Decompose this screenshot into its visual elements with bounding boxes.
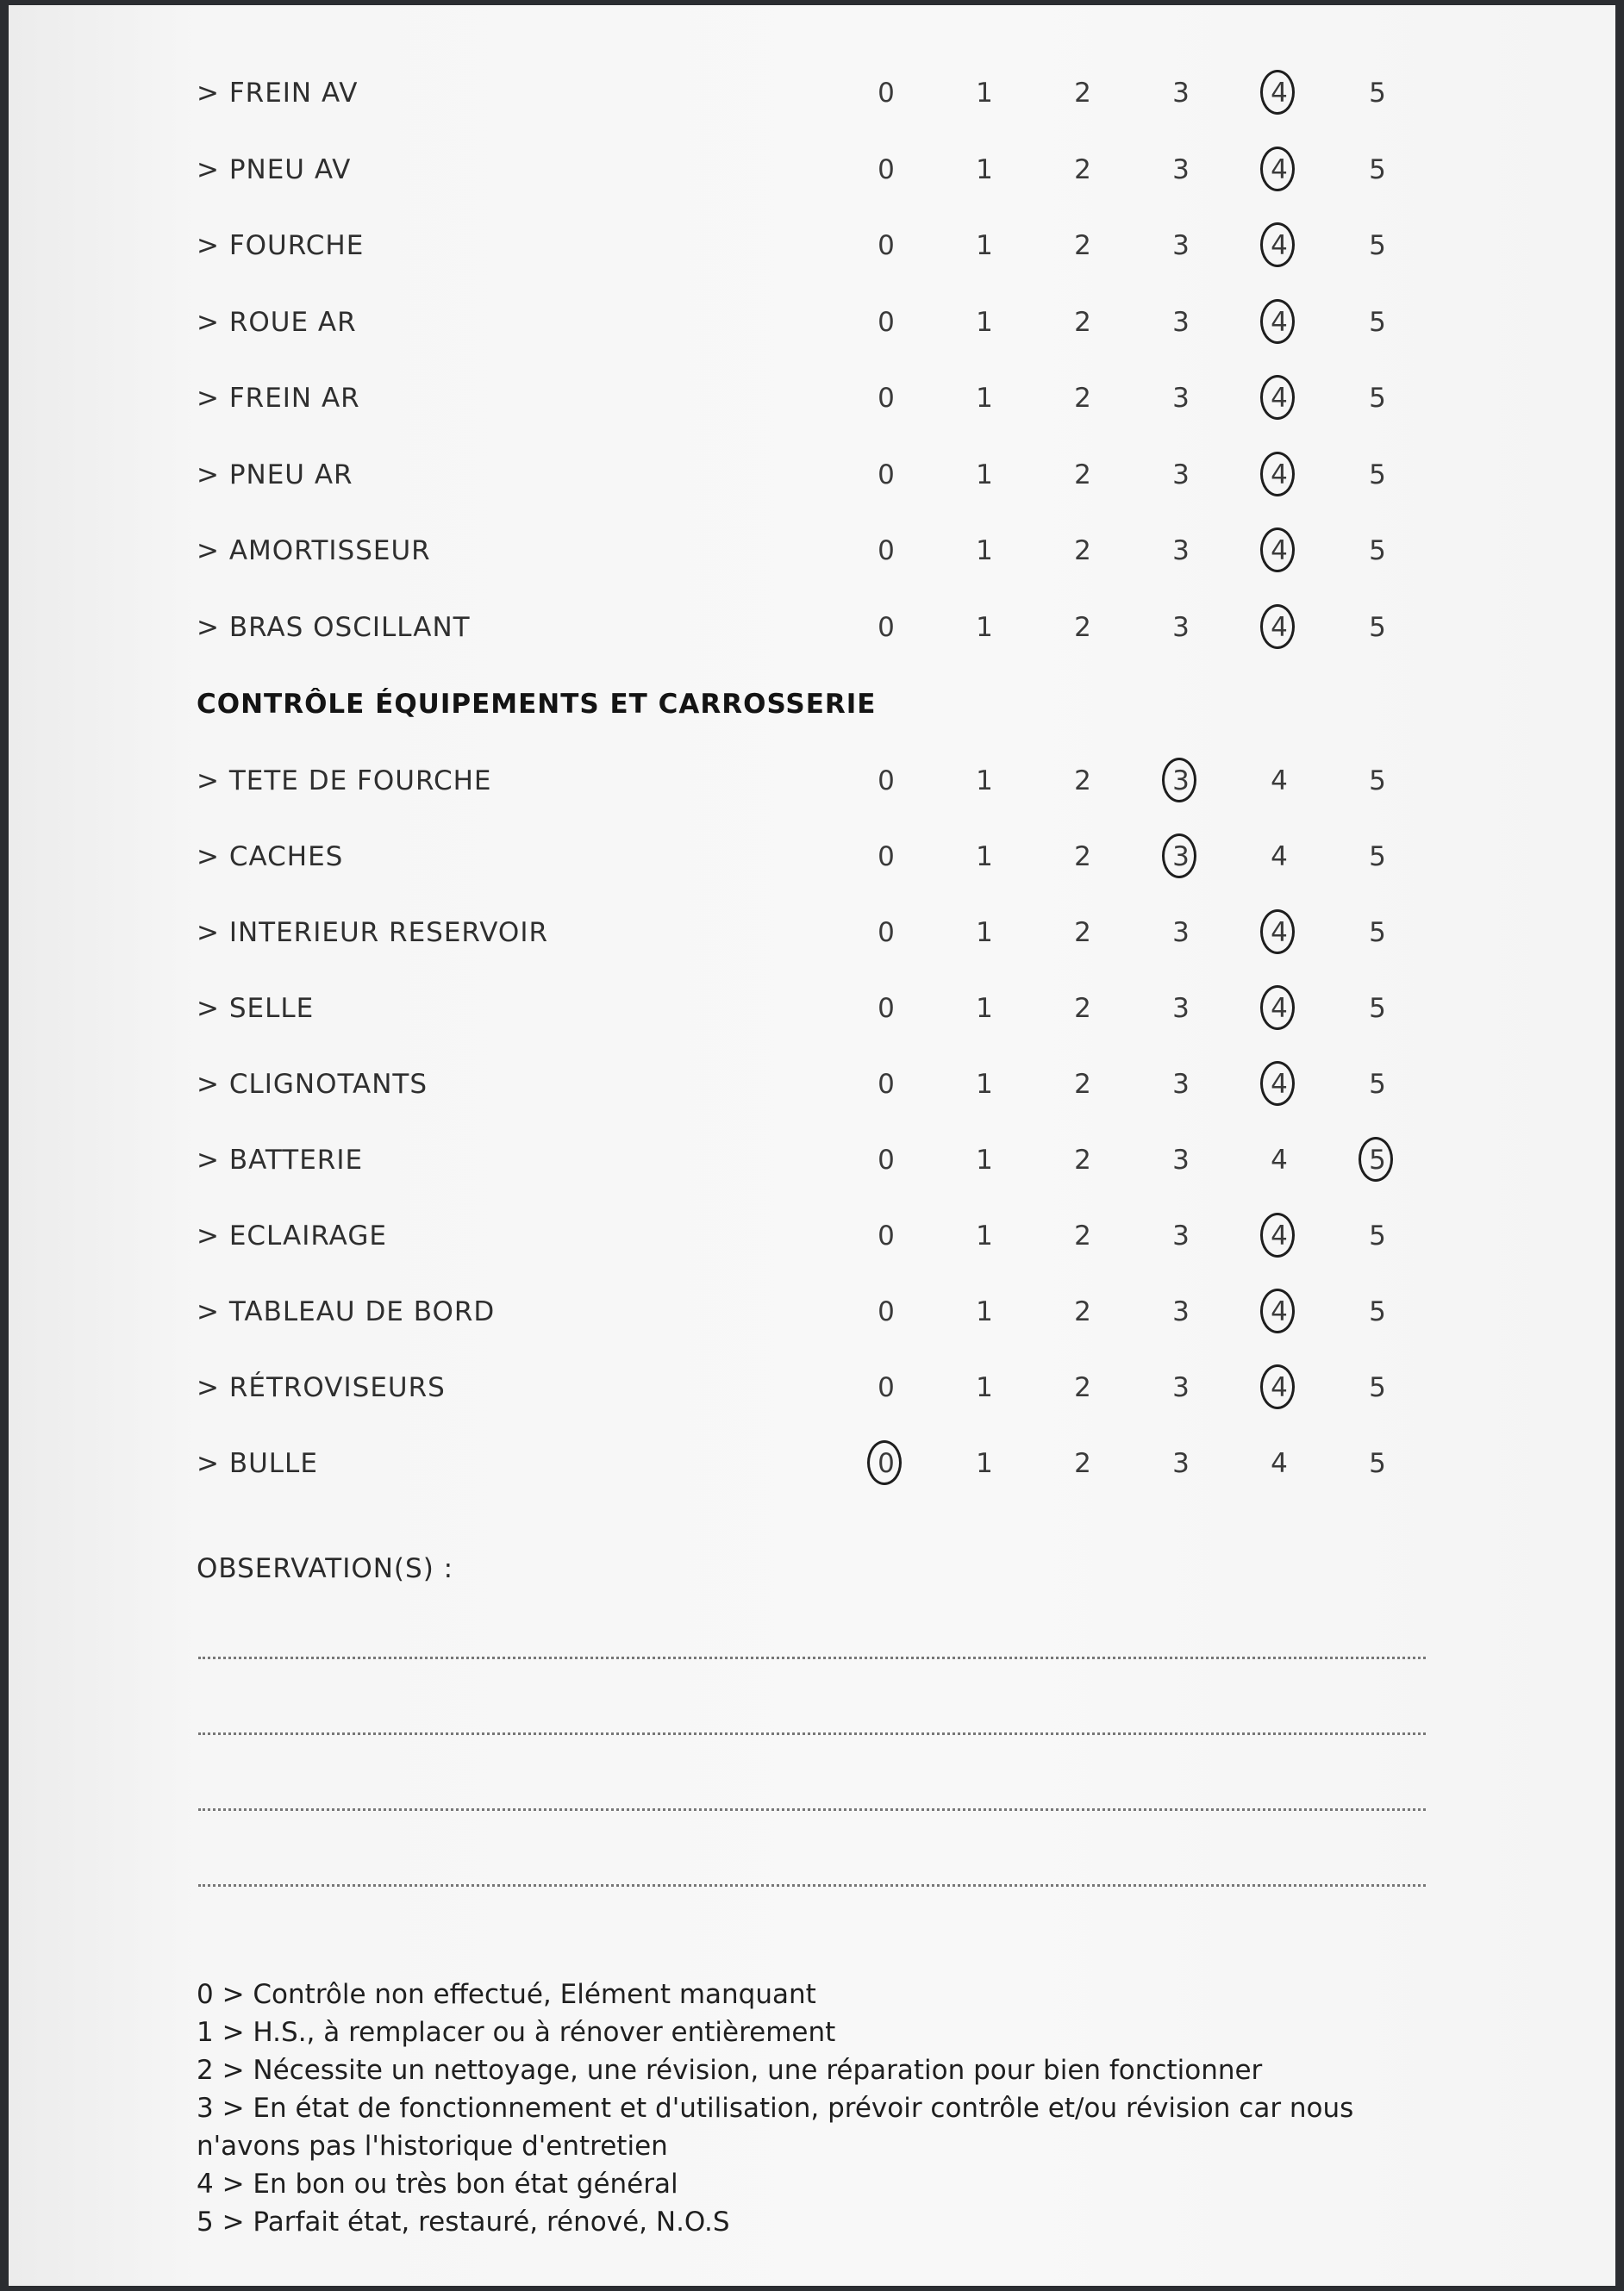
score-option[interactable]: 2 (1074, 765, 1091, 796)
checklist-row (9, 1058, 1615, 1110)
checklist-item-label: > BRAS OSCILLANT (197, 611, 471, 643)
score-option[interactable]: 5 (1369, 153, 1386, 185)
score-option[interactable]: 3 (1172, 1372, 1190, 1403)
score-option[interactable]: 4 (1271, 841, 1288, 872)
score-option[interactable]: 0 (878, 1296, 895, 1327)
score-option[interactable]: 1 (976, 611, 993, 643)
legend-line: 0 > Contrôle non effectué, Elément manquant (197, 1979, 816, 2010)
score-option[interactable]: 2 (1074, 841, 1091, 872)
score-option-selected[interactable]: 4 (1253, 220, 1305, 272)
score-option-selected[interactable]: 4 (1253, 372, 1305, 424)
observation-line[interactable] (198, 1884, 1426, 1887)
score-option[interactable]: 5 (1369, 1069, 1386, 1100)
score-option[interactable]: 3 (1172, 383, 1190, 414)
score-option[interactable]: 2 (1074, 1220, 1091, 1252)
checklist-row (9, 67, 1615, 119)
score-option[interactable]: 0 (878, 993, 895, 1024)
score-option[interactable]: 3 (1172, 153, 1190, 185)
checklist-item-label: > FREIN AR (197, 383, 360, 414)
score-option[interactable]: 2 (1074, 917, 1091, 948)
score-option-selected[interactable]: 4 (1253, 525, 1305, 577)
checklist-row (9, 1362, 1615, 1414)
checklist-item-label: > TABLEAU DE BORD (197, 1296, 496, 1327)
score-option[interactable]: 3 (1172, 535, 1190, 566)
checklist-row (9, 983, 1615, 1034)
score-option[interactable]: 3 (1172, 1448, 1190, 1479)
score-option-selected[interactable]: 5 (1352, 1134, 1403, 1186)
checklist-item-label: > RÉTROVISEURS (197, 1372, 446, 1403)
score-option[interactable]: 0 (878, 1069, 895, 1100)
legend-line: 5 > Parfait état, restauré, rénové, N.O.S (197, 2207, 730, 2238)
score-option[interactable]: 0 (878, 917, 895, 948)
score-option[interactable]: 1 (976, 153, 993, 185)
score-option[interactable]: 3 (1172, 230, 1190, 261)
score-option[interactable]: 0 (878, 1145, 895, 1176)
score-option[interactable]: 3 (1172, 459, 1190, 490)
score-option[interactable]: 2 (1074, 306, 1091, 338)
score-option[interactable]: 0 (878, 611, 895, 643)
score-option[interactable]: 3 (1172, 1220, 1190, 1252)
score-option[interactable]: 0 (878, 535, 895, 566)
score-option[interactable]: 2 (1074, 611, 1091, 643)
score-option-selected[interactable]: 3 (1155, 755, 1207, 807)
checklist-row (9, 1210, 1615, 1262)
checklist-item-label: > BULLE (197, 1448, 318, 1479)
score-option[interactable]: 1 (976, 841, 993, 872)
checklist-row (9, 602, 1615, 653)
score-option[interactable]: 0 (878, 78, 895, 109)
score-option[interactable]: 5 (1369, 841, 1386, 872)
score-option[interactable]: 3 (1172, 306, 1190, 338)
checklist-row (9, 297, 1615, 348)
score-option[interactable]: 2 (1074, 1372, 1091, 1403)
score-option[interactable]: 5 (1369, 1220, 1386, 1252)
score-option[interactable]: 3 (1172, 1145, 1190, 1176)
score-option[interactable]: 2 (1074, 1296, 1091, 1327)
observation-line[interactable] (198, 1732, 1426, 1735)
score-option[interactable]: 0 (878, 1372, 895, 1403)
checklist-row (9, 907, 1615, 958)
score-option[interactable]: 1 (976, 765, 993, 796)
checklist-row (9, 1286, 1615, 1338)
score-option[interactable]: 0 (878, 383, 895, 414)
checklist-item-label: > BATTERIE (197, 1145, 364, 1176)
score-option[interactable]: 1 (976, 1448, 993, 1479)
observation-line[interactable] (198, 1808, 1426, 1811)
score-option-selected[interactable]: 4 (1253, 67, 1305, 119)
score-option[interactable]: 4 (1271, 1145, 1288, 1176)
checklist-item-label: > FOURCHE (197, 230, 365, 261)
checklist-item-label: > INTERIEUR RESERVOIR (197, 917, 549, 948)
score-option[interactable]: 5 (1369, 230, 1386, 261)
score-option[interactable]: 1 (976, 383, 993, 414)
checklist-item-label: > ECLAIRAGE (197, 1220, 387, 1252)
score-option[interactable]: 2 (1074, 1069, 1091, 1100)
score-option[interactable]: 3 (1172, 917, 1190, 948)
score-option[interactable]: 1 (976, 1145, 993, 1176)
observations-label: OBSERVATION(S) : (197, 1553, 454, 1584)
score-option[interactable]: 1 (976, 917, 993, 948)
checklist-row (9, 755, 1615, 807)
score-option[interactable]: 1 (976, 1296, 993, 1327)
score-option[interactable]: 2 (1074, 459, 1091, 490)
score-option[interactable]: 2 (1074, 993, 1091, 1024)
score-option[interactable]: 4 (1271, 765, 1288, 796)
score-option[interactable]: 2 (1074, 230, 1091, 261)
section-title: CONTRÔLE ÉQUIPEMENTS ET CARROSSERIE (197, 689, 877, 720)
score-option[interactable]: 5 (1369, 1372, 1386, 1403)
inspection-sheet (9, 5, 1615, 2286)
checklist-item-label: > AMORTISSEUR (197, 535, 431, 566)
score-option-selected[interactable]: 4 (1253, 1210, 1305, 1262)
score-option[interactable]: 0 (878, 1220, 895, 1252)
score-option[interactable]: 3 (1172, 78, 1190, 109)
score-option[interactable]: 1 (976, 1372, 993, 1403)
checklist-item-label: > TETE DE FOURCHE (197, 765, 492, 796)
legend-line: 2 > Nécessite un nettoyage, une révision, une réparation pour bien fonctionner (197, 2055, 1263, 2086)
score-option[interactable]: 5 (1369, 459, 1386, 490)
score-option[interactable]: 1 (976, 78, 993, 109)
score-legend (197, 1976, 1438, 2241)
checklist-item-label: > ROUE AR (197, 306, 357, 338)
checklist-row (9, 1134, 1615, 1186)
checklist-item-label: > FREIN AV (197, 78, 359, 109)
legend-line: 3 > En état de fonctionnement et d'utilisation, prévoir contrôle et/ou révision car nous (197, 2093, 1354, 2124)
score-option[interactable]: 2 (1074, 153, 1091, 185)
score-option[interactable]: 0 (878, 841, 895, 872)
checklist-row (9, 372, 1615, 424)
score-option-selected[interactable]: 4 (1253, 144, 1305, 196)
score-option[interactable]: 0 (878, 230, 895, 261)
score-option-selected[interactable]: 4 (1253, 1362, 1305, 1414)
score-option[interactable]: 5 (1369, 535, 1386, 566)
checklist-row (9, 144, 1615, 196)
score-option[interactable]: 1 (976, 230, 993, 261)
score-option[interactable]: 2 (1074, 535, 1091, 566)
score-option-selected[interactable]: 3 (1155, 831, 1207, 883)
score-option[interactable]: 1 (976, 459, 993, 490)
score-option[interactable]: 3 (1172, 1069, 1190, 1100)
legend-line: 1 > H.S., à remplacer ou à rénover entièrement (197, 2017, 836, 2048)
score-option-selected[interactable]: 4 (1253, 1058, 1305, 1110)
score-option[interactable]: 3 (1172, 611, 1190, 643)
score-option[interactable]: 3 (1172, 1296, 1190, 1327)
checklist-item-label: > PNEU AV (197, 153, 352, 185)
score-option[interactable]: 0 (878, 153, 895, 185)
score-option[interactable]: 5 (1369, 383, 1386, 414)
checklist-item-label: > PNEU AR (197, 459, 353, 490)
score-option[interactable]: 0 (878, 459, 895, 490)
score-option[interactable]: 3 (1172, 993, 1190, 1024)
score-option[interactable]: 5 (1369, 78, 1386, 109)
checklist-row (9, 525, 1615, 577)
score-option[interactable]: 1 (976, 1220, 993, 1252)
score-option-selected[interactable]: 0 (860, 1438, 912, 1489)
score-option-selected[interactable]: 4 (1253, 297, 1305, 348)
checklist-row (9, 220, 1615, 272)
score-option[interactable]: 1 (976, 1069, 993, 1100)
checklist-item-label: > SELLE (197, 993, 315, 1024)
score-option-selected[interactable]: 4 (1253, 449, 1305, 501)
checklist-row (9, 449, 1615, 501)
score-option-selected[interactable]: 4 (1253, 602, 1305, 653)
score-option[interactable]: 5 (1369, 611, 1386, 643)
score-option[interactable]: 5 (1369, 993, 1386, 1024)
score-option[interactable]: 1 (976, 535, 993, 566)
score-option[interactable]: 5 (1369, 917, 1386, 948)
score-option[interactable]: 2 (1074, 1145, 1091, 1176)
score-option[interactable]: 5 (1369, 306, 1386, 338)
score-option[interactable]: 0 (878, 306, 895, 338)
score-option-selected[interactable]: 4 (1253, 983, 1305, 1034)
checklist-item-label: > CLIGNOTANTS (197, 1069, 428, 1100)
score-option-selected[interactable]: 4 (1253, 907, 1305, 958)
score-option[interactable]: 2 (1074, 383, 1091, 414)
score-option[interactable]: 5 (1369, 765, 1386, 796)
score-option[interactable]: 2 (1074, 1448, 1091, 1479)
score-option[interactable]: 2 (1074, 78, 1091, 109)
legend-line: n'avons pas l'historique d'entretien (197, 2131, 668, 2162)
score-option[interactable]: 5 (1369, 1296, 1386, 1327)
checklist-row (9, 831, 1615, 883)
observation-line[interactable] (198, 1657, 1426, 1659)
checklist-item-label: > CACHES (197, 841, 344, 872)
checklist-row (9, 1438, 1615, 1489)
legend-line: 4 > En bon ou très bon état général (197, 2169, 678, 2200)
score-option[interactable]: 0 (878, 765, 895, 796)
score-option[interactable]: 1 (976, 306, 993, 338)
score-option-selected[interactable]: 4 (1253, 1286, 1305, 1338)
score-option[interactable]: 4 (1271, 1448, 1288, 1479)
score-option[interactable]: 5 (1369, 1448, 1386, 1479)
score-option[interactable]: 1 (976, 993, 993, 1024)
